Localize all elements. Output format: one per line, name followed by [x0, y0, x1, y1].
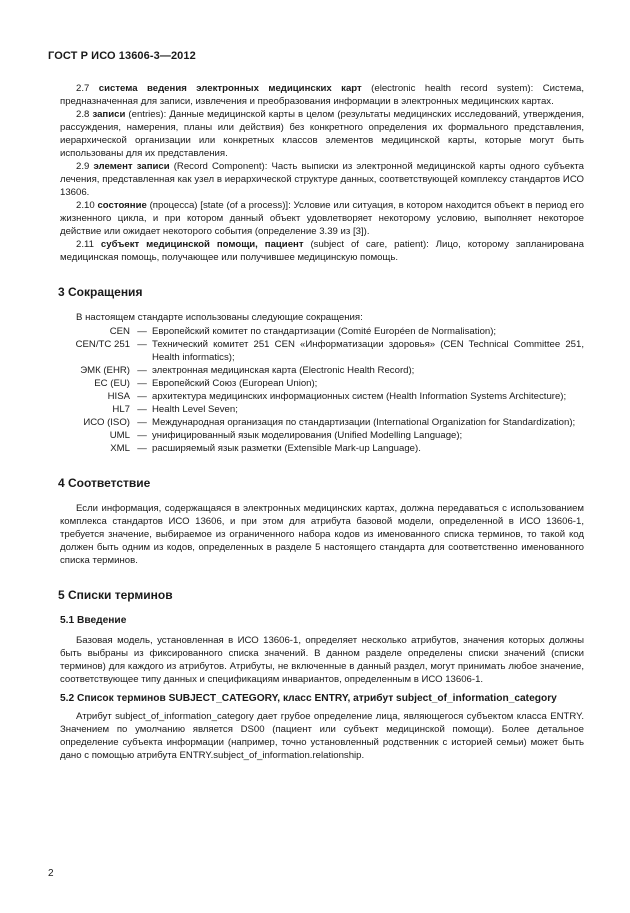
page-number: 2	[48, 868, 54, 879]
section-3-intro: В настоящем стандарте использованы следующие сокращения:	[76, 312, 363, 323]
definition-term: субъект медицинской помощи, пациент	[100, 239, 304, 250]
page-content	[60, 82, 584, 762]
definition-term: записи	[92, 109, 126, 120]
definition-term: система ведения электронных медицинских карт	[98, 83, 362, 94]
section-5-2-text: Атрибут subject_of_information_category дает грубое определение лица, являющегося субъектом класса ENTRY. Значением по умолчанию является DS00 (пациент или субъект медицинской помощи). Более детальное определение субъекта информации (например, точно установленный родственник с историей семьи) может быть дано с помощью атрибута ENTRY.subject_of_information.relationship.	[60, 711, 584, 761]
definition-2-7: 2.7 система ведения электронных медицинских карт (electronic health record system): Система, предназначенная для записи, извлечения и преобразования информации в электронных медицинских картах.	[60, 83, 585, 107]
section-4-text: Если информация, содержащаяся в электронных медицинских картах, должна передаваться с использованием комплекса стандартов ИСО 13606, и при этом для атрибута базовой модели, определенной в ИСО 13606-1, требуется значение, выбираемое из ограниченного набора кодов из именованного списка терминов, то такой код должен быть одним из кодов, определенных в разделе 5 настоящего стандарта для соответственно именованного списка терминов.	[60, 503, 584, 566]
definition-term: элемент записи	[93, 161, 170, 172]
section-4-heading: 4 Соответствие	[58, 476, 151, 490]
definition-term: состояние	[97, 200, 147, 211]
definition-2-10: 2.10 состояние (процесса) [state (of a process)]: Условие или ситуация, в котором находится объект в период его жизненного цикла, и при котором данный объект удовлетворяет некоторому условию, выполняет некоторое действие или ожидает некоторого события (определение 3.39 из [3]).	[60, 200, 584, 237]
abbreviation-item: CEN — Европейский комитет по стандартизации (Comité Européen de Normalisation);	[109, 326, 497, 337]
definition-2-11: 2.11 субъект медицинской помощи, пациент (subject of care, patient): Лицо, которому запланирована медицинская помощь, получающее или получившее медицинскую помощь.	[60, 239, 584, 263]
abbreviation-item: HL7 — Health Level Seven;	[112, 404, 238, 415]
abbreviation-item: XML — расширяемый язык разметки (Extensible Mark-up Language).	[110, 443, 421, 454]
abbreviation-item: ЭМК (EHR) — электронная медицинская карта (Electronic Health Record);	[80, 365, 415, 376]
section-5-heading: 5 Списки терминов	[58, 588, 173, 602]
section-5-1-text: Базовая модель, установленная в ИСО 13606-1, определяет несколько атрибутов, значения которых должны быть выбраны из фиксированного списка значений. В данном разделе определены списки значений (списки терминов) для каждого из атрибутов. Атрибуты, не включенные в данный раздел, могут принимать любое значение, соответствующее типу данных и спецификациям инвариантов, определенным в ИСО 13606-1.	[60, 635, 584, 685]
section-3-heading: 3 Сокращения	[58, 285, 143, 299]
definition-2-9: 2.9 элемент записи (Record Component): Часть выписки из электронной медицинской карты одного субъекта лечения, представленная как узел в иерархической структуре данных, соответствующей комплексу стандартов ИСО 13606.	[60, 161, 584, 198]
abbreviation-item: CEN/TC 251 — Технический комитет 251 CEN «Информатизации здоровья» (CEN Technical Committee 251, Health informatics);	[75, 339, 584, 363]
abbreviation-item: ИСО (ISO) — Международная организация по стандартизации (International Organization for Standardization);	[83, 417, 576, 428]
abbreviation-item: ЕС (EU) — Европейский Союз (European Union);	[94, 378, 318, 389]
abbreviation-item: UML — унифицированный язык моделирования (Unified Modelling Language);	[109, 430, 463, 441]
section-5-2-heading: 5.2 Список терминов SUBJECT_CATEGORY, класс ENTRY, атрибут subject_of_information_category	[60, 693, 557, 704]
definition-2-8: 2.8 записи (entries): Данные медицинской карты в целом (результаты медицинских исследований, утверждения, рассуждения, намерения, планы или действия) без конкретного определения их формального представления, иерархической организации или конкретных классов элементов медицинской карты, которые могут быть использованы для их представления.	[60, 109, 584, 159]
abbreviations-list	[60, 325, 584, 455]
page-header: ГОСТ Р ИСО 13606-3—2012	[48, 50, 196, 62]
abbreviation-item: HISA — архитектура медицинских информационных систем (Health Information Systems Architecture);	[107, 391, 567, 402]
section-5-1-heading: 5.1 Введение	[60, 615, 127, 626]
definitions-list	[60, 82, 584, 264]
